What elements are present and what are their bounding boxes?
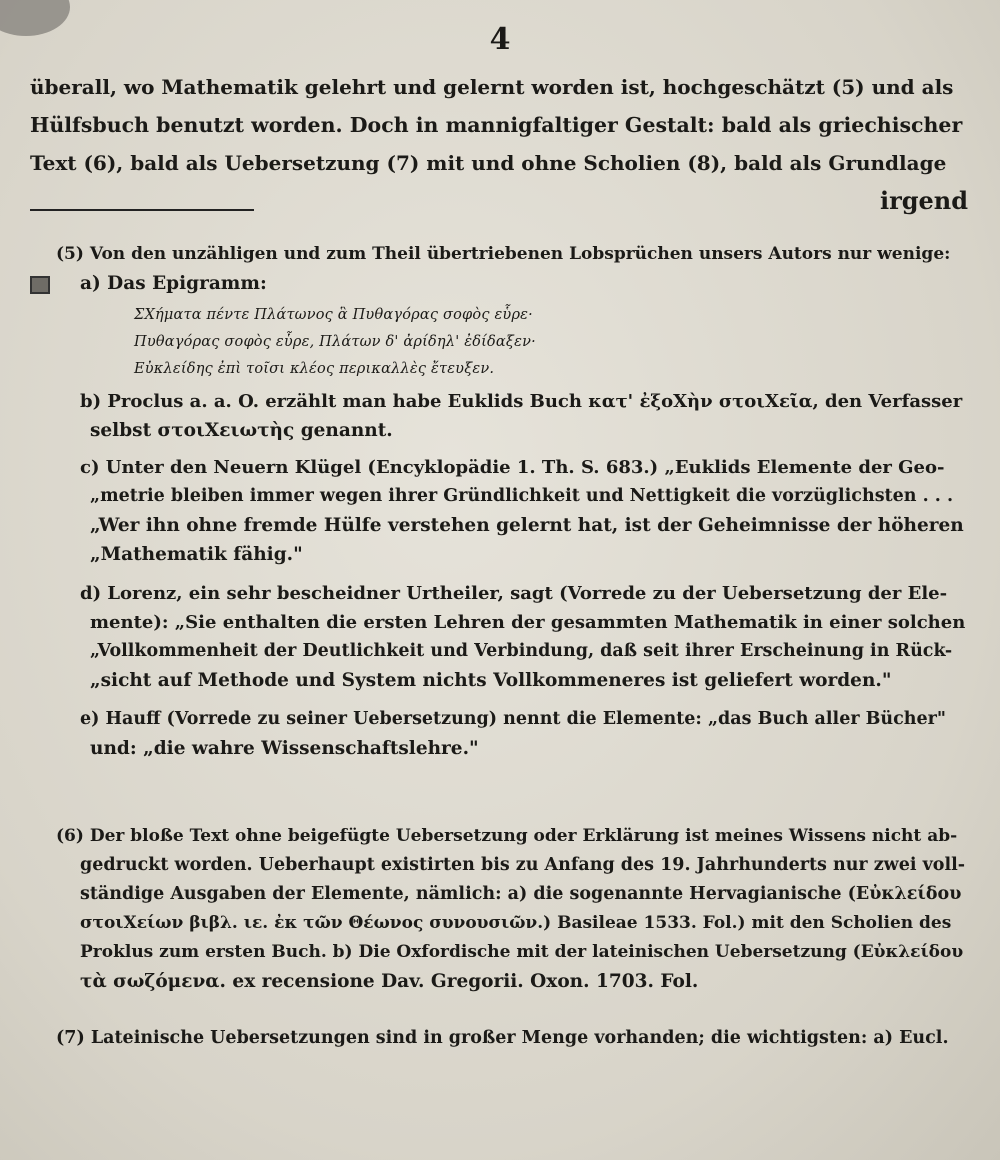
footnote-item-e: e) Hauff (Vorrede zu seiner Uebersetzung) nennt die Elemente: „das Buch aller Bücher" (80, 709, 947, 729)
main-line: überall, wo Mathematik gelehrt und gelernt worden ist, hochgeschätzt (5) und als (30, 75, 954, 99)
footnote-intro: (5) Von den unzähligen und zum Theil übertriebenen Lobsprüchen unsers Autors nur wenige: (56, 244, 951, 264)
footnote-item-c-cont: „Mathematik fähig." (90, 544, 303, 565)
main-line: Text (6), bald als Uebersetzung (7) mit und ohne Scholien (8), bald als Grundlage (30, 151, 947, 175)
footnote-item-d-cont: „sicht auf Methode und System nichts Vollkommeneres ist geliefert worden." (90, 670, 892, 691)
catchword: irgend (879, 186, 968, 215)
footnote-item-b-cont: selbst στοιΧειωτὴς genannt. (90, 420, 393, 441)
footnote-item-b: b) Proclus a. a. O. erzählt man habe Euklids Buch κατ' ἐξοΧὴν στοιΧεῖα, den Verfasser (80, 391, 963, 412)
epigram-line: Πυθαγόρας σοφὸς εὗρε, Πλάτων δ' ἀρίδηλ' ἐδίδαξεν· (134, 334, 536, 350)
footnote-5 (56, 240, 968, 763)
footnote-line: gedruckt worden. Ueberhaupt existirten bis zu Anfang des 19. Jahrhunderts nur zwei voll- (80, 855, 966, 875)
footnote-item-e-cont: und: „die wahre Wissenschaftslehre." (90, 738, 479, 759)
main-line: Hülfsbuch benutzt worden. Doch in mannigfaltiger Gestalt: bald als griechischer (30, 113, 963, 137)
epigram-line: ΣΧήματα πέντε Πλάτωνος ἃ Πυθαγόρας σοφὸς εὗρε· (134, 307, 533, 323)
footnote-item-c-cont: „Wer ihn ohne fremde Hülfe verstehen gelernt hat, ist der Geheimnisse der höheren (90, 515, 964, 536)
footnote-line: (7) Lateinische Uebersetzungen sind in großer Menge vorhanden; die wichtigsten: a) Eucl. (56, 1028, 949, 1048)
footnote-item-c-cont: „metrie bleiben immer wegen ihrer Gründlichkeit und Nettigkeit die vorzüglichsten . . . (90, 486, 954, 506)
footnote-line: στοιΧείων βιβλ. ιε. ἐκ τῶν Θέωνος συνουσιῶν.) Basileae 1533. Fol.) mit den Scholien des (80, 913, 952, 933)
footnote-7 (56, 1024, 968, 1053)
footnote-item-d: d) Lorenz, ein sehr bescheidner Urtheiler, sagt (Vorrede zu der Uebersetzung der Ele- (80, 583, 948, 604)
greek-epigram (56, 302, 968, 383)
footnote-line: Proklus zum ersten Buch. b) Die Oxfordische mit der lateinischen Uebersetzung (Εὐκλείδου (80, 942, 964, 962)
footnote-item-d-cont: „Vollkommenheit der Deutlichkeit und Verbindung, daß seit ihrer Erscheinung in Rück- (90, 641, 953, 661)
page-number: 4 (489, 22, 511, 57)
footnote-item-a: a) Das Epigramm: (80, 273, 267, 294)
footnote-line: (6) Der bloße Text ohne beigefügte Uebersetzung oder Erklärung ist meines Wissens nicht ab- (56, 826, 958, 846)
footnote-line: τὰ σωζόμενα. ex recensione Dav. Gregorii. Oxon. 1703. Fol. (80, 971, 699, 992)
main-text (30, 68, 968, 220)
footnote-rule (30, 209, 254, 211)
footnote-item-c: c) Unter den Neuern Klügel (Encyklopädie 1. Th. S. 683.) „Euklids Elemente der Geo- (80, 457, 945, 478)
margin-marker-icon (30, 276, 50, 294)
epigram-line: Εὐκλείδης ἐπὶ τοῖσι κλέος περικαλλὲς ἔτευξεν. (134, 361, 495, 377)
footnote-6 (56, 822, 968, 996)
footnote-line: ständige Ausgaben der Elemente, nämlich: a) die sogenannte Hervagianische (Εὐκλείδου (80, 884, 962, 904)
footnote-item-d-cont: mente): „Sie enthalten die ersten Lehren der gesammten Mathematik in einer solchen (90, 612, 966, 633)
